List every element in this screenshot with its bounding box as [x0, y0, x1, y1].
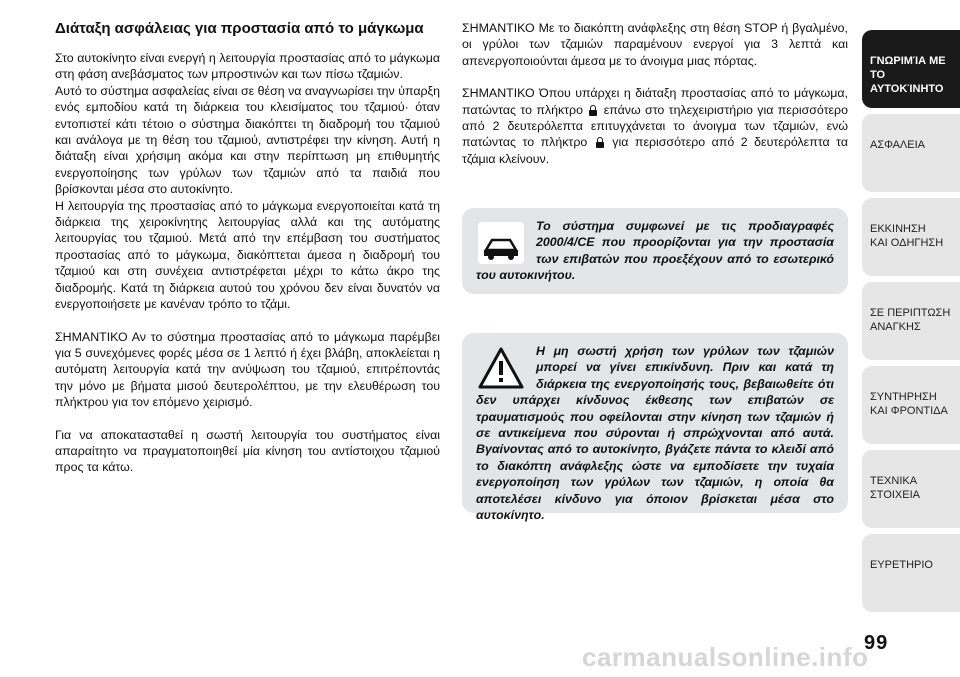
warning-text: Η μη σωστή χρήση των γρύλων των τζαμιών μπορεί να γίνει επικίνδυνη. Πριν και κατά τη διάρκεια της ενεργοποίησής τους, βεβαιωθείτε ότι δεν υπάρχει κίνδυνος έκθεσης των επιβατών σε τραυματισμούς που οφείλονται στην κίνηση των τζαμιών ή σε αντικείμενα που σύρονται ή σπρώχνονται από αυτά. Βγαίνοντας από το αυτοκίνητο, βγάζετε πάντα το κλειδί από το διακόπτη ανάφλεξης ώστε να εμποδίσετε την τυχαία ενεργοποίηση των γρύλων των τζαμιών, η οποία θα αποτελέσει κίνδυνο για όποιον βρίσκεται μέσα στο αυτοκίνητο.	[476, 344, 834, 523]
paragraph: Αυτό το σύστημα ασφαλείας είναι σε θέση να αναγνωρίσει την ύπαρξη ενός εμποδίου κατά τη διάρκεια του κλεισίματος του τζαμιού· όταν εντοπιστεί κάτι τέτοιο ο σύστημα διακόπτει τη διαδρομή του τζαμιού και ανάλογα με τη θέση του τζαμιού, αντιστρέφει την κίνηση. Αυτή η διάταξη είναι χρήσιμη ακόμα και στην περίπτωση μη επιθυμητής ενεργοποίησης των γρύλων των τζαμιών από τα παιδιά που βρίσκονται μέσα στο αυτοκίνητο.	[55, 83, 440, 197]
car-window-icon	[478, 222, 524, 264]
tab-label: ΣΤΟΙΧΕΙΑ	[870, 489, 920, 501]
paragraph: Η λειτουργία της προστασίας από το μάγκωμα ενεργοποιείται κατά τη διάρκεια της χειροκίνητης λειτουργίας αλλά και της αυτόματης λειτουργίας του τζαμιού. Μετά από την επέμβαση του συστήματος προστασίας από το μάγκωμα, διακόπτεται άμεσα η διαδρομή του τζαμιού και στη συνέχεια αντιστρέφεται μέχρι το κάτω άκρο της διαδρομής. Κατά τη διάρκεια αυτού του χρόνου δεν είναι δυνατόν να ενεργοποιήσετε με κανέναν τρόπο το τζάμι.	[55, 198, 440, 312]
paragraph	[462, 85, 848, 167]
tab-label: ΑΥΤΟΚΊΝΗΤΟ	[870, 83, 944, 95]
page-number: 99	[864, 632, 889, 654]
tab-emergency[interactable]	[862, 282, 960, 360]
tab-label: ΕΥΡΕΤΗΡΙΟ	[870, 559, 933, 571]
section-title: Διάταξη ασφάλειας για προστασία από το μάγκωμα	[55, 20, 424, 37]
tab-label: ΕΚΚΙΝΗΣΗ	[870, 223, 926, 235]
tab-index[interactable]	[862, 534, 960, 612]
tab-safety[interactable]	[862, 114, 960, 192]
tab-maintenance[interactable]	[862, 366, 960, 444]
left-column	[55, 20, 440, 476]
paragraph-text: ΣΗΜΑΝΤΙΚΟ Όπου υπάρχει η διάταξη προστασίας από το μάγκωμα, πατώντας το πλήκτρο	[462, 86, 848, 117]
paragraph-text: για περισσότερο από 2 δευτερόλεπτα τα τζάμια κλείνουν.	[462, 135, 849, 166]
tab-label: ΚΑΙ ΟΔΗΓΗΣΗ	[870, 237, 944, 249]
tab-label: ΣΕ ΠΕΡΙΠΤΩΣΗ	[870, 307, 951, 319]
tab-getting-to-know[interactable]	[862, 30, 960, 108]
tab-label: ΣΥΝΤΗΡΗΣΗ	[870, 391, 937, 403]
warning-icon	[478, 347, 524, 389]
lock-icon	[589, 105, 597, 115]
tab-label: ΚΑΙ ΦΡΟΝΤΙΔΑ	[870, 405, 948, 417]
lock-icon	[596, 137, 604, 147]
paragraph: Για να αποκατασταθεί η σωστή λειτουργία του συστήματος είναι απαραίτητο να πραγματοποιηθεί μία κίνηση του αντίστοιχου τζαμιού προς τα κάτω.	[55, 427, 440, 475]
tab-label: ΑΝΑΓΚΗΣ	[870, 321, 921, 333]
warning-box	[462, 333, 848, 523]
note-text: Το σύστημα συμφωνεί με τις προδιαγραφές 2000/4/CE που προορίζονται για την προστασία των επιβατών που προεξέχουν από το εσωτερικό του αυτοκινήτου.	[476, 219, 834, 283]
tab-starting-driving[interactable]	[862, 198, 960, 276]
tab-label: ΓΝΩΡΙΜΊΑ ΜΕ ΤΟ	[870, 55, 946, 81]
note-box-vehicle	[462, 208, 848, 294]
paragraph-text: επάνω στο τηλεχειριστήριο για περισσότερο από 2 δευτερόλεπτα επιτυγχάνεται το άνοιγμα των τζαμιών, ενώ πατώντας το πλήκτρο	[462, 102, 848, 150]
watermark: carmanualsonline.info	[582, 642, 869, 672]
right-column	[462, 20, 848, 167]
paragraph: ΣΗΜΑΝΤΙΚΟ Αν το σύστημα προστασίας από το μάγκωμα παρέμβει για 5 συνεχόμενες φορές μέσα σε 1 λεπτό ή έχει βλάβη, αποκλείεται η αυτόματη λειτουργία κατά την ανύψωση του τζαμιού, επιτρέποντάς την μόνο με βήματα μισού δευτερολέπτου, με την ελευθέρωση του πλήκτρου για τον επόμενο χειρισμό.	[55, 329, 440, 410]
paragraph: Στο αυτοκίνητο είναι ενεργή η λειτουργία προστασίας από το μάγκωμα στη φάση ανεβάσματος των μπροστινών και των πίσω τζαμιών.	[55, 51, 440, 82]
tab-label: ΑΣΦΑΛΕΙΑ	[870, 139, 926, 151]
tab-technical-data[interactable]	[862, 450, 960, 528]
tab-label: ΤΕΧΝΙΚΑ	[870, 475, 918, 487]
paragraph: ΣΗΜΑΝΤΙΚΟ Με το διακόπτη ανάφλεξης στη θέση STOP ή βγαλμένο, οι γρύλοι των τζαμιών παραμένουν ενεργοί για 3 λεπτά και απενεργοποιούνται άμεσα με το άνοιγμα μιας πόρτας.	[462, 21, 848, 68]
chapter-sidebar	[862, 30, 960, 618]
